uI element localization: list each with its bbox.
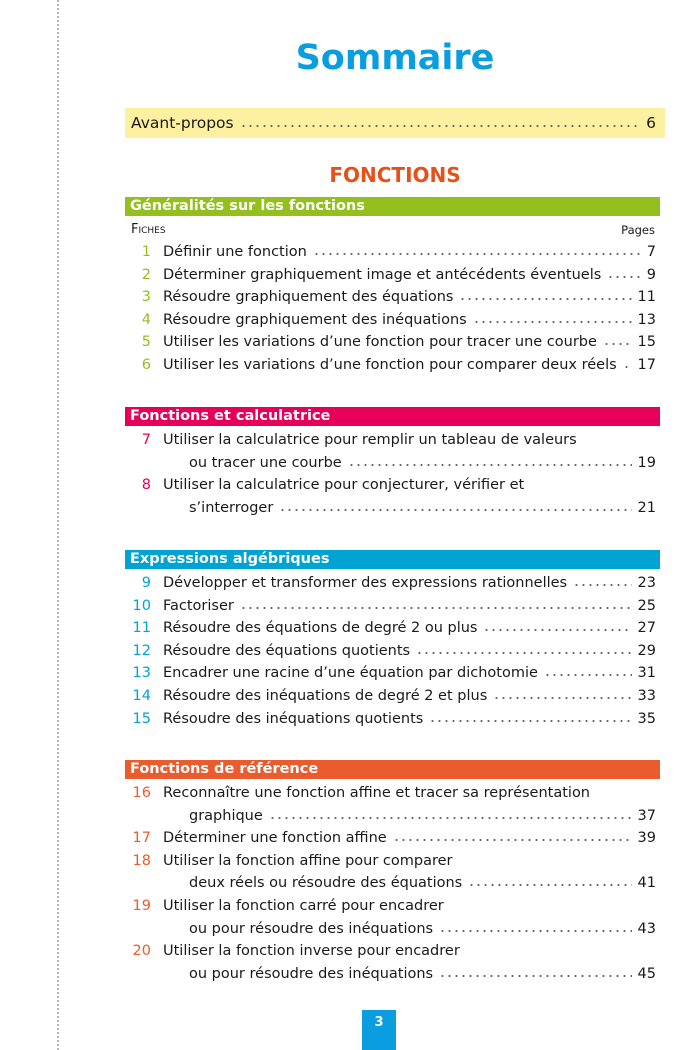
entry-number: 2 [141,266,151,283]
toc-entry[interactable] [125,286,660,309]
entry-number: 14 [132,687,151,704]
entry-title: Utiliser les variations d’une fonction pour tracer une courbe [163,334,597,351]
toc-entry[interactable] [125,685,660,708]
dot-leader [393,832,632,842]
entry-page: 31 [637,665,656,682]
page-title: Sommaire [295,38,495,78]
dot-leader [269,810,632,820]
dot-leader [240,600,632,610]
entry-number: 6 [141,356,151,373]
toc-section [125,197,660,377]
dot-leader [348,457,632,467]
dot-leader [240,118,641,128]
toc-entry[interactable] [125,429,660,452]
toc-entry[interactable] [125,782,660,805]
toc-entry[interactable] [125,805,660,828]
entry-page: 7 [646,244,656,260]
entry-number: 11 [132,620,151,637]
toc-entry[interactable] [125,474,660,497]
section-header: Généralités sur les fonctions [125,197,660,216]
entry-title: Déterminer une fonction affine [163,830,387,847]
entry-page: 15 [637,334,656,351]
entry-number: 13 [132,665,151,682]
entry-number: 12 [132,642,151,659]
entry-number: 16 [132,785,151,801]
entry-page: 21 [637,499,656,516]
dot-leader [607,269,640,279]
toc-entry[interactable] [125,895,660,918]
toc-entry-avant-propos[interactable] [125,108,665,138]
entry-page: 27 [637,620,656,637]
entry-title: Encadrer une racine d’une équation par dichotomie [163,665,538,682]
toc-entry[interactable] [125,827,660,850]
entry-title: ou pour résoudre des inéquations [189,920,434,937]
entry-label: Avant-propos [131,114,234,132]
entry-title: Résoudre des inéquations de degré 2 et plus [163,687,488,704]
toc-entry[interactable] [125,452,660,475]
entry-title: Utiliser la fonction carré pour encadrer [163,897,444,914]
toc-entry[interactable] [125,241,660,264]
entry-title: Définir une fonction [163,244,307,260]
entry-title: Développer et transformer des expressions rationnelles [163,575,568,591]
entry-page: 43 [637,920,656,937]
part-title: FONCTIONS [329,163,461,187]
entry-page: 39 [637,830,656,847]
column-headers [125,219,660,241]
entry-number: 3 [141,289,151,306]
toc-entry[interactable] [125,617,660,640]
entry-title: Résoudre des équations quotients [163,642,411,659]
entry-title: Utiliser la fonction affine pour comparer [163,852,453,869]
dot-leader [416,645,631,655]
dot-leader [544,667,632,677]
toc-entry[interactable] [125,662,660,685]
entry-number: 8 [141,477,151,494]
dot-leader [279,502,631,512]
toc-section [125,760,660,985]
entry-number: 10 [132,597,151,614]
pages-label: Pages [621,223,655,237]
entry-title: ou tracer une courbe [189,454,342,471]
toc-entry[interactable] [125,918,660,941]
entry-page: 17 [637,356,656,373]
entry-title: ou pour résoudre des inéquations [189,965,434,982]
entry-title: Utiliser les variations d’une fonction pour comparer deux réels [163,356,617,373]
dot-leader [473,314,632,324]
toc-entry[interactable] [125,595,660,618]
toc-entry[interactable] [125,497,660,520]
entry-title: Résoudre graphiquement des équations [163,289,454,306]
toc-entry[interactable] [125,264,660,287]
entry-number: 1 [141,244,151,260]
margin-dotted-line [57,0,59,1050]
dot-leader [483,622,631,632]
entry-page: 45 [637,965,656,982]
dot-leader [623,359,632,369]
entry-title: Résoudre des équations de degré 2 ou plus [163,620,478,637]
section-header: Fonctions et calculatrice [125,407,660,426]
dot-leader [439,968,631,978]
dot-leader [313,246,641,256]
entry-page: 29 [637,642,656,659]
entry-title: Utiliser la fonction inverse pour encadrer [163,943,460,960]
toc-entry[interactable] [125,331,660,354]
entry-page: 41 [637,875,656,892]
page-number: 3 [362,1010,396,1050]
entry-title: Déterminer graphiquement image et antécédents éventuels [163,266,602,283]
entry-number: 9 [141,575,151,591]
dot-leader [429,713,631,723]
fiches-label: Fiches [131,222,166,237]
toc-section [125,550,660,730]
entry-number: 15 [132,710,151,727]
dot-leader [603,336,632,346]
entry-page: 11 [637,289,656,306]
dot-leader [493,690,631,700]
entry-title: Résoudre des inéquations quotients [163,710,424,727]
dot-leader [459,291,631,301]
section-header: Fonctions de référence [125,760,660,779]
toc-entry[interactable] [125,640,660,663]
entry-page: 13 [637,311,656,328]
entry-page: 25 [637,597,656,614]
entry-page: 35 [637,710,656,727]
toc-section [125,407,660,519]
entry-title: Factoriser [163,597,234,614]
toc-entry[interactable] [125,963,660,986]
entry-title: Résoudre graphiquement des inéquations [163,311,467,328]
entry-page: 37 [637,807,656,824]
entry-number: 7 [141,432,151,448]
entry-number: 20 [132,943,151,960]
entry-number: 18 [132,852,151,869]
toc-entry[interactable] [125,572,660,595]
entry-page: 6 [646,114,656,132]
entry-page: 33 [637,687,656,704]
toc-entry[interactable] [125,872,660,895]
toc-entry[interactable] [125,309,660,332]
dot-leader [573,577,631,587]
toc-entry[interactable] [125,354,660,377]
entry-number: 4 [141,311,151,328]
toc-entry[interactable] [125,708,660,731]
toc-entry[interactable] [125,940,660,963]
section-header: Expressions algébriques [125,550,660,569]
entry-page: 9 [646,266,656,283]
entry-title: Utiliser la calculatrice pour remplir un tableau de valeurs [163,432,577,448]
entry-page: 23 [637,575,656,591]
entry-title: Utiliser la calculatrice pour conjecturer, vérifier et [163,477,525,494]
dot-leader [439,923,631,933]
entry-number: 19 [132,897,151,914]
entry-title: Reconnaître une fonction affine et tracer sa représentation [163,785,590,801]
entry-number: 17 [132,830,151,847]
toc-entry[interactable] [125,850,660,873]
dot-leader [468,877,631,887]
entry-title: deux réels ou résoudre des équations [189,875,463,892]
entry-page: 19 [637,454,656,471]
entry-title: graphique [189,807,263,824]
entry-number: 5 [141,334,151,351]
entry-title: s’interroger [189,499,274,516]
